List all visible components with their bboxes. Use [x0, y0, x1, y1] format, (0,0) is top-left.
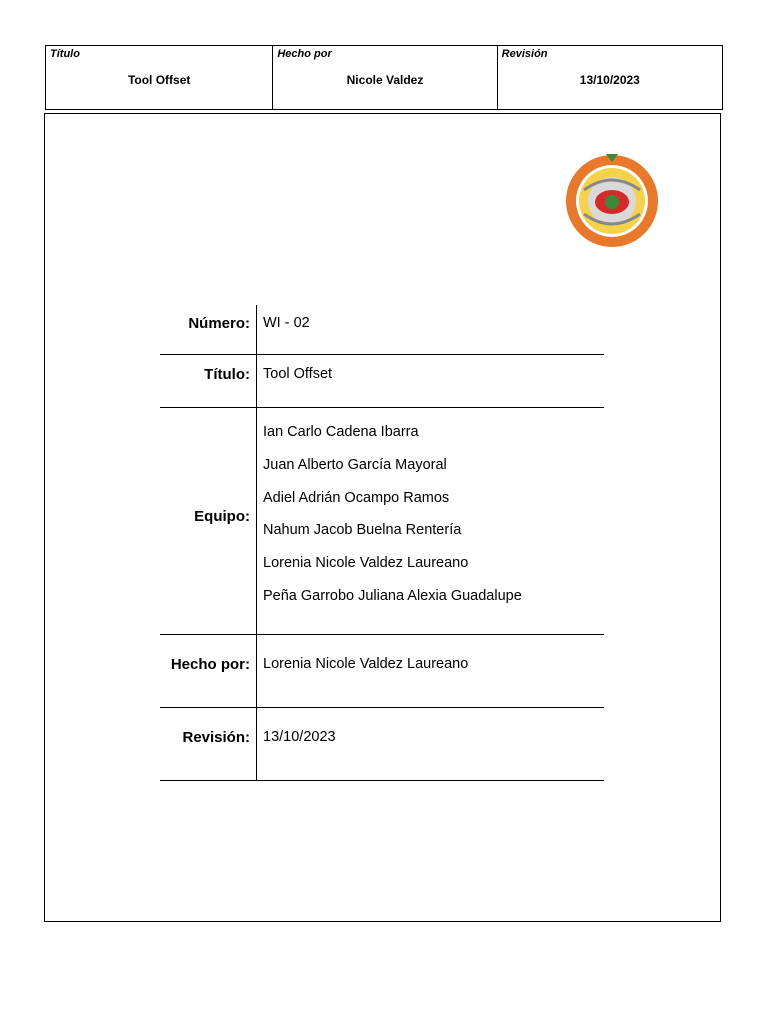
info-row-titulo — [160, 355, 604, 408]
equipo-member: Juan Alberto García Mayoral — [263, 456, 447, 473]
hecho-value: Lorenia Nicole Valdez Laureano — [263, 656, 469, 672]
column-divider — [256, 708, 257, 780]
header-revision-value: 13/10/2023 — [579, 73, 640, 87]
institution-seal-logo — [562, 152, 662, 248]
header-cell-revision — [497, 46, 722, 109]
column-divider — [256, 355, 257, 407]
info-row-numero — [160, 305, 604, 355]
titulo-value: Tool Offset — [263, 366, 333, 382]
equipo-member: Lorenia Nicole Valdez Laureano — [263, 555, 469, 572]
header-hecho-label: Hecho por — [277, 48, 332, 60]
info-row-hecho — [160, 635, 604, 708]
equipo-member: Ian Carlo Cadena Ibarra — [263, 424, 419, 440]
equipo-label: Equipo: — [194, 508, 250, 525]
revision-label: Revisión: — [182, 729, 250, 746]
column-divider — [256, 408, 257, 634]
header-table — [45, 45, 723, 110]
hecho-label: Hecho por: — [170, 656, 250, 673]
numero-value: WI - 02 — [263, 315, 310, 331]
revision-value: 13/10/2023 — [263, 729, 336, 745]
equipo-member: Peña Garrobo Juliana Alexia Guadalupe — [263, 587, 522, 604]
titulo-label: Título: — [204, 366, 250, 383]
equipo-member: Nahum Jacob Buelna Rentería — [263, 522, 462, 539]
equipo-members-list — [263, 424, 522, 621]
header-titulo-label: Título — [50, 48, 80, 60]
info-row-equipo — [160, 408, 604, 635]
equipo-member: Adiel Adrián Ocampo Ramos — [263, 489, 450, 506]
column-divider — [256, 305, 257, 354]
header-hecho-value: Nicole Valdez — [346, 73, 424, 87]
header-titulo-value: Tool Offset — [127, 73, 191, 87]
info-table — [160, 305, 604, 781]
header-cell-titulo — [46, 46, 272, 109]
header-revision-label: Revisión — [501, 48, 548, 60]
info-row-revision — [160, 708, 604, 781]
numero-label: Número: — [188, 315, 250, 332]
column-divider — [256, 635, 257, 707]
header-cell-hecho — [272, 46, 496, 109]
